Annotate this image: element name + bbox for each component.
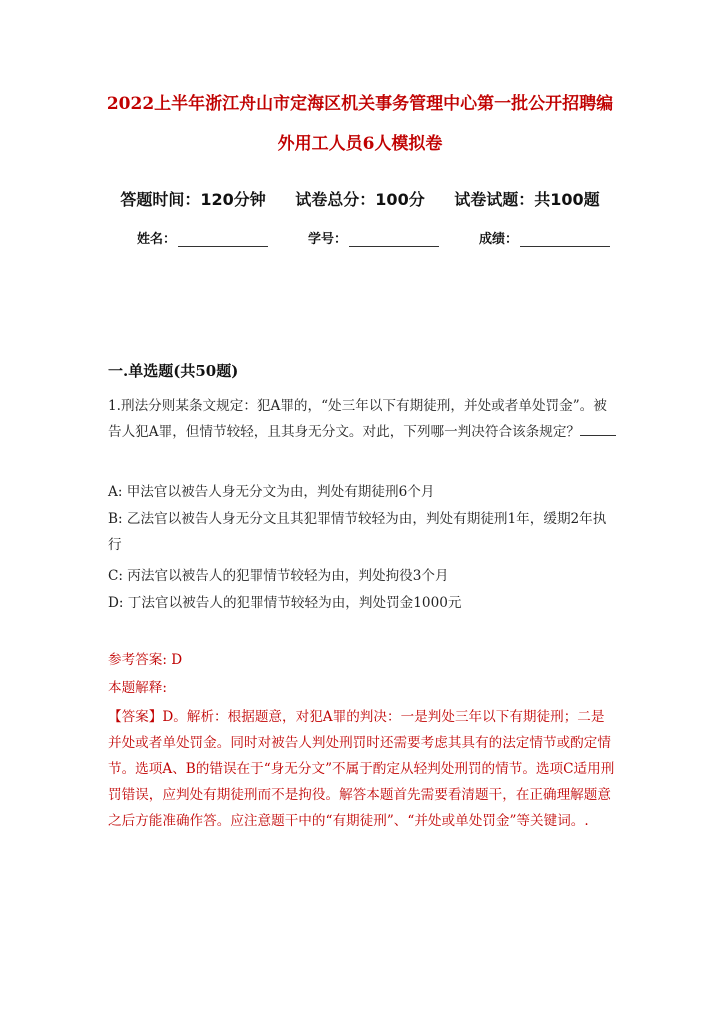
reference-answer: 参考答案: D: [108, 652, 183, 668]
option-a: A: 甲法官以被告人身无分文为由，判处有期徒刑6个月: [108, 484, 435, 500]
option-b: B: 乙法官以被告人身无分文且其犯罪情节较轻为由，判处有期徒刑1年，缓期2年执行: [108, 511, 607, 553]
answer-blank: [580, 421, 616, 436]
student-id-label: 学号：: [308, 232, 348, 247]
exam-title-line2: 外用工人员6人模拟卷: [277, 134, 443, 154]
section-heading: 一.单选题(共50题): [108, 362, 239, 380]
name-label: 姓名：: [137, 232, 177, 247]
score-label: 成绩：: [479, 232, 519, 247]
explanation-label: 本题解释:: [108, 680, 167, 696]
score-blank-line: [520, 232, 610, 247]
exam-title-line1: 2022上半年浙江舟山市定海区机关事务管理中心第一批公开招聘编: [106, 94, 614, 114]
exam-info-row: [0, 187, 720, 210]
exam-time: 答题时间：120分钟: [120, 190, 266, 209]
exam-total-score: 试卷总分：100分: [295, 190, 425, 209]
student-id-blank-line: [349, 232, 439, 247]
explanation-text: 【答案】D。解析：根据题意，对犯A罪的判决：一是判处三年以下有期徒刑；二是并处或者单处罚金。同时对被告人判处刑罚时还需要考虑其具有的法定情节或酌定情节。选项A、B的错误在于“身无分文”不属于酌定从轻判处刑罚的情节。选项C适用刑罚错误，应判处有期徒刑而不是拘役。解答本题首先需要看清题干，在正确理解题意之后方能准确作答。应注意题干中的“有期徒刑”、“并处或单处罚金”等关键词。.: [108, 709, 615, 829]
question-stem: 1.刑法分则某条文规定：犯A罪的，“处三年以下有期徒刑，并处或者单处罚金”。被告人犯A罪，但情节较轻，且其身无分文。对此，下列哪一判决符合该条规定？: [108, 398, 607, 440]
exam-question-count: 试卷试题：共100题: [454, 190, 600, 209]
name-blank-line: [178, 232, 268, 247]
option-c: C: 丙法官以被告人的犯罪情节较轻为由，判处拘役3个月: [108, 568, 449, 584]
student-id-field: [308, 228, 439, 247]
score-field: [479, 228, 610, 247]
question-text: [108, 393, 616, 445]
option-d: D: 丁法官以被告人的犯罪情节较轻为由，判处罚金1000元: [108, 595, 462, 611]
name-field: [137, 228, 268, 247]
